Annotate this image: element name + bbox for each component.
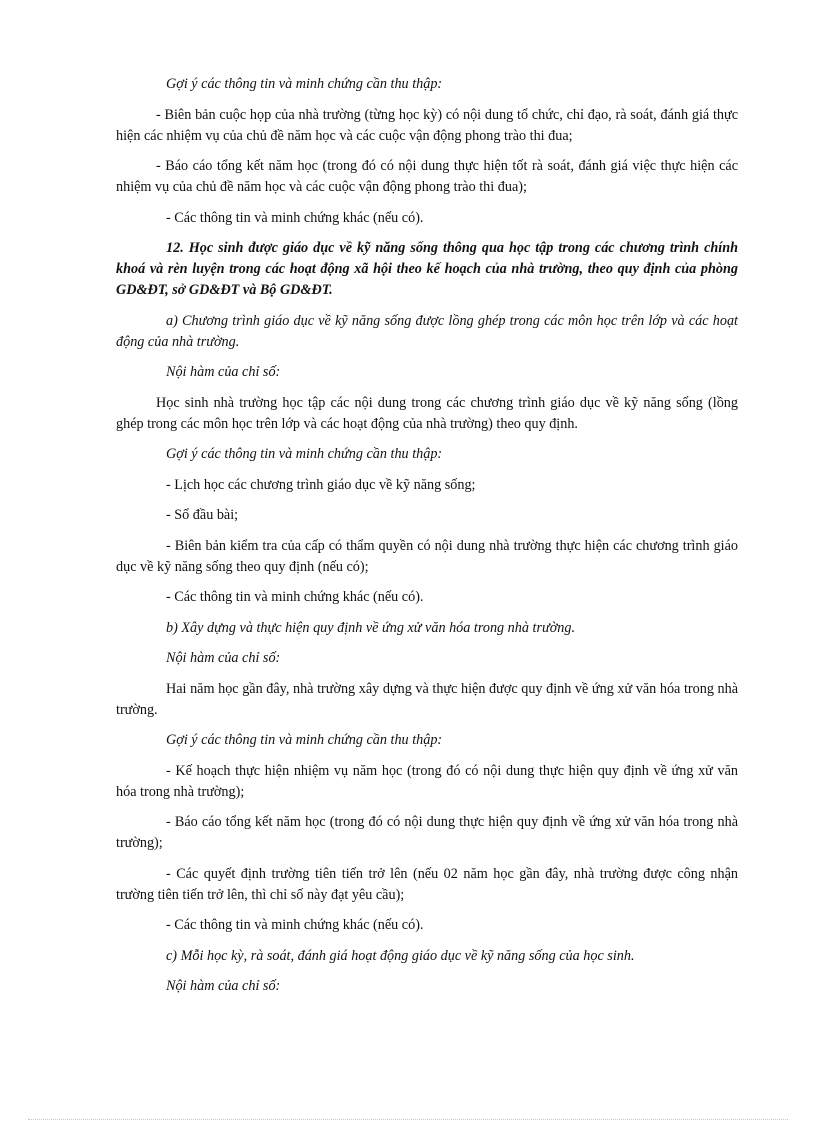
evidence-item: - Biên bản cuộc họp của nhà trường (từng học kỳ) có nội dung tổ chức, chỉ đạo, rà soát, đánh giá thực hiện các nhiệm vụ của chủ đề năm học và các cuộc vận động phong trào thi đua;	[116, 106, 738, 144]
scope-text: Hai năm học gần đây, nhà trường xây dựng và thực hiện được quy định về ứng xử văn hóa trong nhà trường.	[116, 680, 738, 718]
scope-text: Học sinh nhà trường học tập các nội dung trong các chương trình giáo dục về kỹ năng sống (lồng ghép trong các môn học trên lớp và các hoạt động của nhà trường) theo quy định.	[116, 394, 738, 432]
evidence-item: - Kế hoạch thực hiện nhiệm vụ năm học (trong đó có nội dung thực hiện quy định về ứng xử văn hóa trong nhà trường);	[116, 762, 738, 800]
indicator-heading: b) Xây dựng và thực hiện quy định về ứng xử văn hóa trong nhà trường.	[166, 619, 576, 636]
scope-heading: Nội hàm của chỉ số:	[166, 978, 281, 994]
evidence-item: - Biên bản kiểm tra của cấp có thẩm quyền có nội dung nhà trường thực hiện các chương trình giáo dục về kỹ năng sống theo quy định (nếu có);	[116, 537, 738, 575]
scope-heading: Nội hàm của chỉ số:	[166, 364, 281, 380]
evidence-heading: Gợi ý các thông tin và minh chứng cần thu thập:	[166, 446, 443, 462]
evidence-item: - Các quyết định trường tiên tiến trở lên (nếu 02 năm học gần đây, nhà trường được công nhận trường tiên tiến trở lên, thì chỉ số này đạt yêu cầu);	[116, 865, 738, 903]
evidence-item: - Lịch học các chương trình giáo dục về kỹ năng sống;	[166, 476, 476, 493]
criterion-heading: 12. Học sinh được giáo dục về kỹ năng sống thông qua học tập trong các chương trình chính khoá và rèn luyện trong các hoạt động xã hội theo kế hoạch của nhà trường, theo quy định của phòng GD&ĐT, sở GD&ĐT và Bộ GD&ĐT.	[116, 240, 738, 298]
evidence-item: - Báo cáo tổng kết năm học (trong đó có nội dung thực hiện quy định về ứng xử văn hóa trong nhà trường);	[116, 814, 738, 851]
evidence-item: - Các thông tin và minh chứng khác (nếu có).	[166, 209, 424, 226]
evidence-item: - Sổ đầu bài;	[166, 507, 239, 523]
evidence-heading: Gợi ý các thông tin và minh chứng cần thu thập:	[166, 732, 443, 748]
indicator-heading: a) Chương trình giáo dục về kỹ năng sống được lồng ghép trong các môn học trên lớp và các hoạt động của nhà trường.	[116, 312, 738, 350]
indicator-heading: c) Mỗi học kỳ, rà soát, đánh giá hoạt động giáo dục về kỹ năng sống của học sinh.	[166, 947, 635, 964]
page-bottom-divider	[28, 1119, 788, 1120]
evidence-item: - Các thông tin và minh chứng khác (nếu có).	[166, 589, 424, 605]
document-body	[116, 74, 738, 1007]
evidence-item: - Các thông tin và minh chứng khác (nếu có).	[166, 917, 424, 933]
evidence-item: - Báo cáo tổng kết năm học (trong đó có nội dung thực hiện tốt rà soát, đánh giá việc thực hiện các nhiệm vụ của chủ đề năm học và các cuộc vận động phong trào thi đua);	[116, 158, 738, 195]
evidence-heading: Gợi ý các thông tin và minh chứng cần thu thập:	[166, 76, 443, 92]
scope-heading: Nội hàm của chỉ số:	[166, 650, 281, 666]
